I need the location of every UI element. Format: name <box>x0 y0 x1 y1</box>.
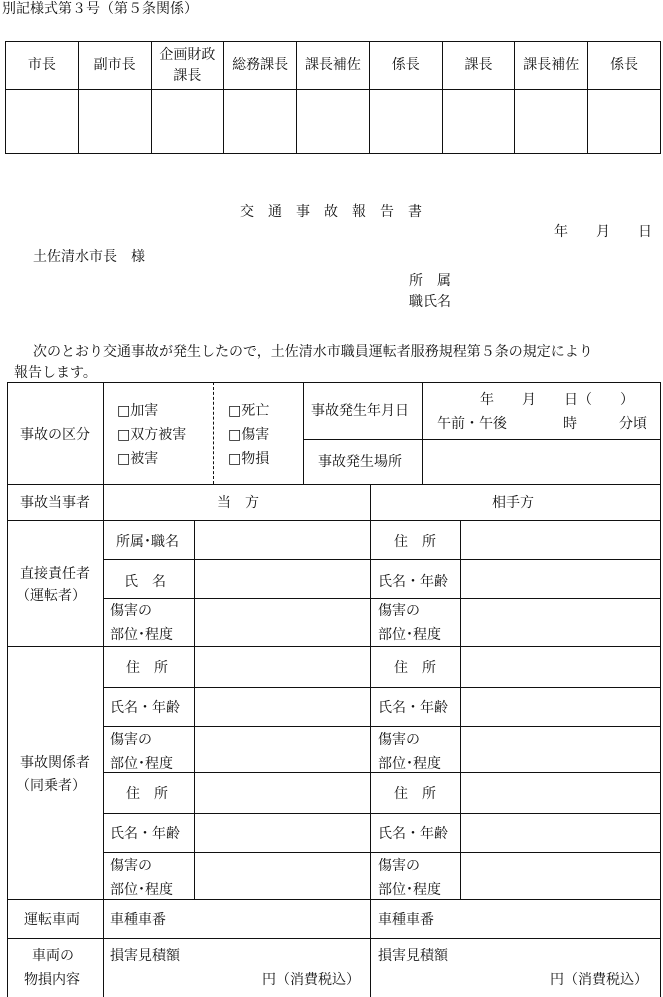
approval-stamp-cell[interactable] <box>297 90 370 154</box>
rule-line <box>7 938 660 939</box>
parties-label: 事故当事者 <box>20 495 90 511</box>
own-party-header: 当 方 <box>217 495 259 511</box>
approval-stamp-cell[interactable] <box>78 90 151 154</box>
option-perpetrator[interactable]: □加害 <box>117 403 159 419</box>
own-damage-yen: 円（消費税込） <box>262 972 360 988</box>
rule-line <box>103 813 660 814</box>
approval-stamp-cell[interactable] <box>515 90 588 154</box>
rule-line <box>422 382 423 484</box>
option-injury[interactable]: □傷害 <box>228 427 270 443</box>
occurrence-place-label: 事故発生場所 <box>318 454 402 470</box>
rule-line <box>7 520 660 521</box>
approval-header-3: 総務課長 <box>224 42 297 90</box>
approval-header-6: 課長 <box>442 42 515 90</box>
approval-header-2: 企画財政 課長 <box>151 42 224 90</box>
approval-stamp-cell[interactable] <box>224 90 297 154</box>
name-label: 職氏名 <box>409 294 451 310</box>
other-damage-estimate: 損害見積額 <box>378 948 448 964</box>
passenger-name-age-other: 氏名・年齢 <box>378 826 448 842</box>
approval-header-5: 係長 <box>369 42 442 90</box>
page-title: 交 通 事 故 報 告 書 <box>240 204 422 220</box>
other-party-header: 相手方 <box>492 495 534 511</box>
passenger-injury-other: 傷害の 部位･程度 <box>378 858 441 898</box>
other-address: 住 所 <box>394 534 436 550</box>
own-name: 氏 名 <box>124 574 166 590</box>
approval-stamp-cell[interactable] <box>588 90 661 154</box>
passenger-injury-own: 傷害の 部位･程度 <box>110 732 173 772</box>
approval-stamp-cell[interactable] <box>369 90 442 154</box>
category-label: 事故の区分 <box>20 427 90 443</box>
rule-line <box>7 899 660 900</box>
option-victim[interactable]: □被害 <box>117 451 159 467</box>
rule-line <box>7 382 8 997</box>
approval-header-0: 市長 <box>6 42 79 90</box>
option-death[interactable]: □死亡 <box>228 403 270 419</box>
approval-stamp-table <box>5 41 661 154</box>
report-date: 年 月 日 <box>554 224 652 240</box>
rule-line <box>7 646 660 647</box>
rule-line <box>660 382 661 997</box>
passenger-injury-other: 傷害の 部位･程度 <box>378 732 441 772</box>
rule-line <box>194 520 195 899</box>
passengers-label-line1: 事故関係者 <box>20 755 90 771</box>
passenger-address-other: 住 所 <box>394 660 436 676</box>
intro-text-line1: 次のとおり交通事故が発生したので，土佐清水市職員運転者服務規程第５条の規定により <box>33 344 593 360</box>
other-damage-yen: 円（消費税込） <box>550 972 648 988</box>
damage-label-line1: 車両の <box>32 948 74 964</box>
passenger-name-age-other: 氏名・年齢 <box>378 700 448 716</box>
approval-header-1: 副市長 <box>78 42 151 90</box>
rule-line <box>103 726 660 727</box>
rule-line <box>103 852 660 853</box>
approval-header-7: 課長補佐 <box>515 42 588 90</box>
option-property-damage[interactable]: □物損 <box>228 451 270 467</box>
passenger-address-own: 住 所 <box>126 786 168 802</box>
rule-line <box>103 382 104 997</box>
passengers-label-line2: （同乗者） <box>16 778 86 794</box>
occurrence-time-value[interactable]: 午前・午後 時 分頃 <box>437 416 647 432</box>
driver-label-line2: （運転者） <box>16 588 86 604</box>
rule-line <box>303 382 304 484</box>
passenger-name-age-own: 氏名・年齢 <box>110 826 180 842</box>
passenger-address-own: 住 所 <box>126 660 168 676</box>
rule-line <box>103 559 660 560</box>
other-vehicle-type: 車種車番 <box>378 912 434 928</box>
intro-text-line2: 報告します。 <box>14 365 97 381</box>
addressee: 土佐清水市長 様 <box>33 249 145 265</box>
form-number: 別記様式第３号（第５条関係） <box>2 1 198 17</box>
passenger-injury-own: 傷害の 部位･程度 <box>110 858 173 898</box>
rule-line <box>460 520 461 899</box>
rule-line <box>7 382 660 383</box>
approval-stamp-cell[interactable] <box>6 90 79 154</box>
approval-stamp-cell[interactable] <box>151 90 224 154</box>
rule-line <box>213 382 214 484</box>
affiliation-label: 所 属 <box>409 273 451 289</box>
occurrence-date-value[interactable]: 年 月 日（ ） <box>480 392 634 408</box>
own-damage-estimate: 損害見積額 <box>110 948 180 964</box>
approval-stamp-cell[interactable] <box>442 90 515 154</box>
rule-line <box>103 687 660 688</box>
driver-label-line1: 直接責任者 <box>20 566 90 582</box>
damage-label-line2: 物損内容 <box>24 972 80 988</box>
option-mutual-damage[interactable]: □双方被害 <box>117 427 187 443</box>
own-vehicle-type: 車種車番 <box>110 912 166 928</box>
vehicle-label: 運転車両 <box>24 912 80 928</box>
passenger-name-age-own: 氏名・年齢 <box>110 700 180 716</box>
own-affiliation-title: 所属･職名 <box>116 534 179 550</box>
approval-header-4: 課長補佐 <box>297 42 370 90</box>
rule-line <box>303 439 660 440</box>
rule-line <box>370 484 371 997</box>
other-injury: 傷害の 部位･程度 <box>378 603 441 643</box>
own-injury: 傷害の 部位･程度 <box>110 603 173 643</box>
approval-header-8: 係長 <box>588 42 661 90</box>
other-name-age: 氏名・年齢 <box>378 574 448 590</box>
occurrence-datetime-label: 事故発生年月日 <box>311 403 409 419</box>
passenger-address-other: 住 所 <box>394 786 436 802</box>
rule-line <box>7 484 660 485</box>
